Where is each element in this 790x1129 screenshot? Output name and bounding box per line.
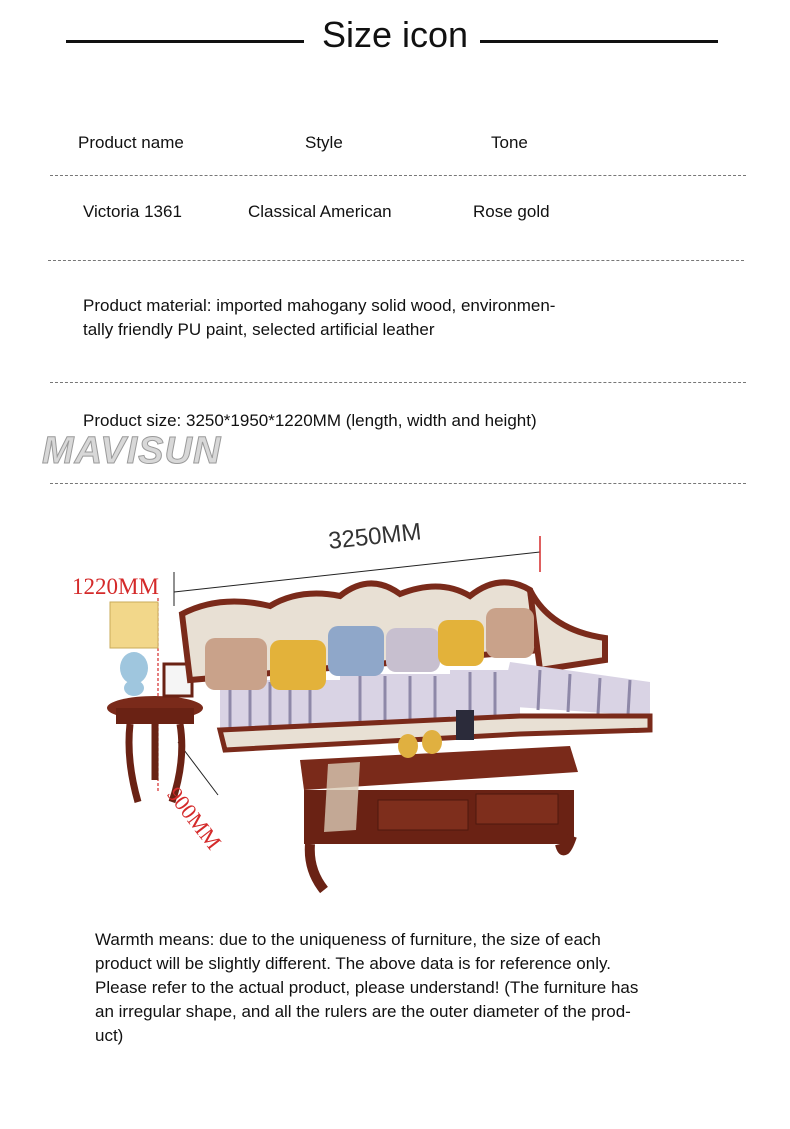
pillow: [205, 638, 267, 690]
product-material: [83, 294, 555, 342]
divider: [50, 382, 746, 383]
pillow: [438, 620, 484, 666]
cell-product-name: Victoria 1361: [83, 202, 182, 221]
disclaimer-line: uct): [95, 1026, 124, 1045]
disclaimer-line: Warmth means: due to the uniqueness of furniture, the size of each: [95, 930, 601, 949]
side-table: [107, 664, 203, 802]
cell-tone: Rose gold: [473, 202, 550, 221]
disclaimer-line: an irregular shape, and all the rulers are the outer diameter of the prod-: [95, 1002, 631, 1021]
divider: [48, 260, 744, 261]
disclaimer-line: Please refer to the actual product, please understand! (The furniture has: [95, 978, 639, 997]
pillow: [328, 626, 384, 676]
product-material-line: tally friendly PU paint, selected artificial leather: [83, 320, 435, 339]
product-size: Product size: 3250*1950*1220MM (length, width and height): [83, 411, 537, 430]
page-title: [0, 14, 790, 56]
divider: [50, 483, 746, 484]
disclaimer-note: [95, 928, 715, 1048]
pillow: [270, 640, 326, 690]
lamp: [110, 602, 158, 696]
cell-style: Classical American: [248, 202, 392, 221]
sofa-illustration: [60, 510, 680, 910]
sofa-arm: [530, 590, 605, 670]
column-header-style: Style: [305, 133, 343, 152]
disclaimer-line: product will be slightly different. The above data is for reference only.: [95, 954, 611, 973]
height-dimension-label: 1220MM: [72, 574, 159, 599]
product-material-line: Product material: imported mahogany solid wood, environmen-: [83, 296, 556, 315]
divider: [50, 175, 746, 176]
column-header-tone: Tone: [491, 133, 528, 152]
column-header-product-name: Product name: [78, 133, 184, 152]
page-title-text: Size icon: [316, 14, 474, 55]
pillow: [386, 628, 440, 672]
depth-dimension-label: 900MM: [162, 782, 227, 855]
pillow: [486, 608, 534, 658]
length-dimension-label: 3250MM: [327, 518, 423, 555]
brand-watermark: MAVISUN: [42, 430, 222, 472]
